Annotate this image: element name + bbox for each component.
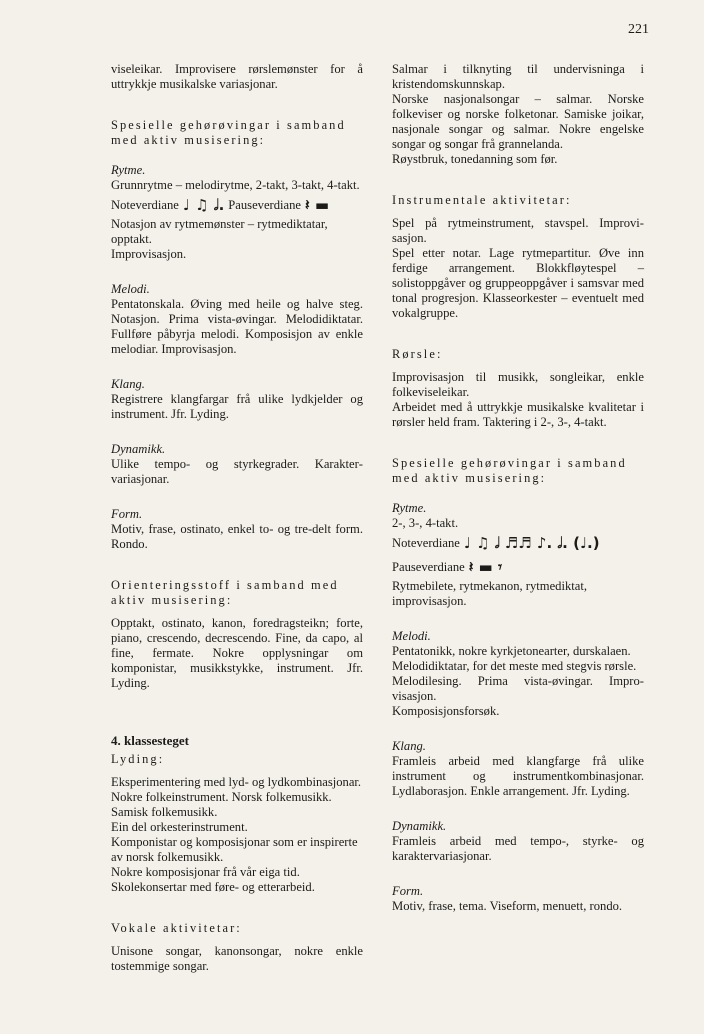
note-values-line-right [392,531,644,555]
salmar-line-3: Røystbruk, tonedanning som før. [392,152,558,166]
subheading-klang-2: Klang. [392,739,426,753]
rytme-text: Grunnrytme – melodirytme, 2-takt, 3-takt, 4-takt. [111,178,360,192]
instr-line-2: Spel etter notar. Lage rytmepartitur. Øve inn ferdige arrangement. Blokkfløytespel – solistoppgåver og gruppeoppgåver i samsvar med tonal progresjon. Klasseorkester – eventuelt med vokalgruppe. [392,246,644,320]
form-text-right: Motiv, frase, tema. Viseform, menuett, rondo. [392,899,623,913]
dynamikk-text: Ulike tempo- og styrkegrader. Karaktervariasjonar. [111,457,363,486]
page-number: 221 [628,22,649,37]
section-heading-ear-training-2: Spesielle gehørøvingar i samband med aktiv musisering: [392,456,627,485]
klang-text: Registrere klangfargar frå ulike lydkjelder og instrument. Jfr. Lyding. [111,392,363,421]
section-heading-rorsle: Rørsle: [392,347,443,361]
grade-heading: 4. klassesteget [111,733,189,748]
lyding-line-5: Nokre komposisjonar frå vår eiga tid. [111,865,300,879]
lyding-line-1: Eksperimentering med lyd- og lydkombinasjonar. [111,775,362,789]
subheading-rytme: Rytme. [111,163,146,177]
rytme-text-right: 2-, 3-, 4-takt. [392,516,459,530]
rorsle-line-2: Arbeidet med å uttrykkje musikalske kvalitetar i rørsler held fram. Taktering i 2-, 3-, 4-takt. [392,400,644,429]
dynamikk-text-right: Framleis arbeid med tempo-, styrke- og karaktervariasjonar. [392,834,644,863]
note-values-icon-right: ♩ ♫ 𝅗𝅥 ♬♬ ♪. 𝅗𝅥. (♩.) [463,533,600,552]
pause-values-label: Pauseverdiane [228,197,302,212]
section-heading-orientation: Orienteringsstoff i samband med aktiv musisering: [111,578,339,607]
subheading-form: Form. [111,507,143,521]
section-heading-lyding: Lyding: [111,752,165,766]
melodi-text: Pentatonskala. Øving med heile og halve steg. Notasjon. Prima vista-øvingar. Melodidiktatar. Fullføre påbyrja melodi. Komposisjon av enkle melodiar. Improvisasjon. [111,297,363,356]
intro-text: viseleikar. Improvisere rørslemønster for å uttrykkje musikalske variasjonar. [111,62,363,91]
note-values-icon: ♩ ♫ 𝅗𝅥. [182,195,225,214]
salmar-line-1: Salmar i tilknyting til undervisninga i kristendomskunnskap. [392,62,644,91]
rest-values-icon: 𝄽 ▬ [305,195,330,214]
section-heading-vocal: Vokale aktivitetar: [111,921,242,935]
melodi-line-3: Melodilesing. Prima vista-øvingar. Improvisasjon. [392,674,644,703]
subheading-melodi: Melodi. [111,282,150,296]
vocal-text: Unisone songar, kanonsongar, nokre enkle tostemmige songar. [111,944,363,973]
subheading-klang: Klang. [111,377,145,391]
rorsle-line-1: Improvisasjon til musikk, songleikar, enkle folkeviseleikar. [392,370,644,399]
lyding-line-6: Skolekonsertar med føre- og etterarbeid. [111,880,315,894]
subheading-melodi-2: Melodi. [392,629,431,643]
note-values-line [111,193,363,217]
lyding-line-4: Komponistar og komposisjonar som er inspirerte av norsk folkemusikk. [111,835,358,864]
lyding-line-2: Nokre folkeinstrument. Norsk folkemusikk. Samisk folkemusikk. [111,790,332,819]
section-heading-instrumental: Instrumentale aktivitetar: [392,193,572,207]
note-values-label: Noteverdiane [111,197,179,212]
note-values-label-right: Noteverdiane [392,535,460,550]
subheading-dynamikk-2: Dynamikk. [392,819,447,833]
rytme-text-3: Improvisasjon. [111,247,187,261]
rytme-text-right-2: Rytmebilete, rytmekanon, rytmediktat, improvisasjon. [392,579,587,608]
subheading-rytme-2: Rytme. [392,501,427,515]
melodi-line-4: Komposisjonsforsøk. [392,704,500,718]
salmar-line-2: Norske nasjonalsongar – salmar. Norske folkeviser og norske folketonar. Samiske joikar, nasjonale songar og salmar. Nokre engelske songar og songar frå grannelanda. [392,92,644,151]
subheading-dynamikk: Dynamikk. [111,442,166,456]
klang-text-right: Framleis arbeid med klangfarge frå ulike instrument og instrumentkombinasjonar. Lydlaborasjon. Enkle arrangement. Jfr. Lyding. [392,754,644,798]
lyding-line-3: Ein del orkesterinstrument. [111,820,248,834]
right-column [392,62,644,914]
pause-values-line-right [392,555,644,579]
instr-line-1: Spel på rytmeinstrument, stavspel. Improvisasjon. [392,216,644,245]
rest-values-icon-right: 𝄽 ▬ 𝄾 [468,557,502,576]
section-heading-ear-training: Spesielle gehørøvingar i samband med aktiv musisering: [111,118,346,147]
pause-values-label-right: Pauseverdiane [392,559,465,574]
orientation-text: Opptakt, ostinato, kanon, foredragsteikn; forte, piano, crescendo, decrescendo. Fine, da capo, al fine, fermate. Nokre opplysningar om komponistar, musikkstykke, instrument. Jfr. Lyding. [111,616,363,690]
form-text: Motiv, frase, ostinato, enkel to- og tre-delt form. Rondo. [111,522,363,551]
left-column [111,62,363,974]
melodi-line-1: Pentatonikk, nokre kyrkjetonearter, durskalaen. [392,644,631,658]
subheading-form-2: Form. [392,884,424,898]
melodi-line-2: Melodidiktatar, for det meste med stegvis rørsle. [392,659,637,673]
rytme-text-2: Notasjon av rytmemønster – rytmediktatar, opptakt. [111,217,328,246]
